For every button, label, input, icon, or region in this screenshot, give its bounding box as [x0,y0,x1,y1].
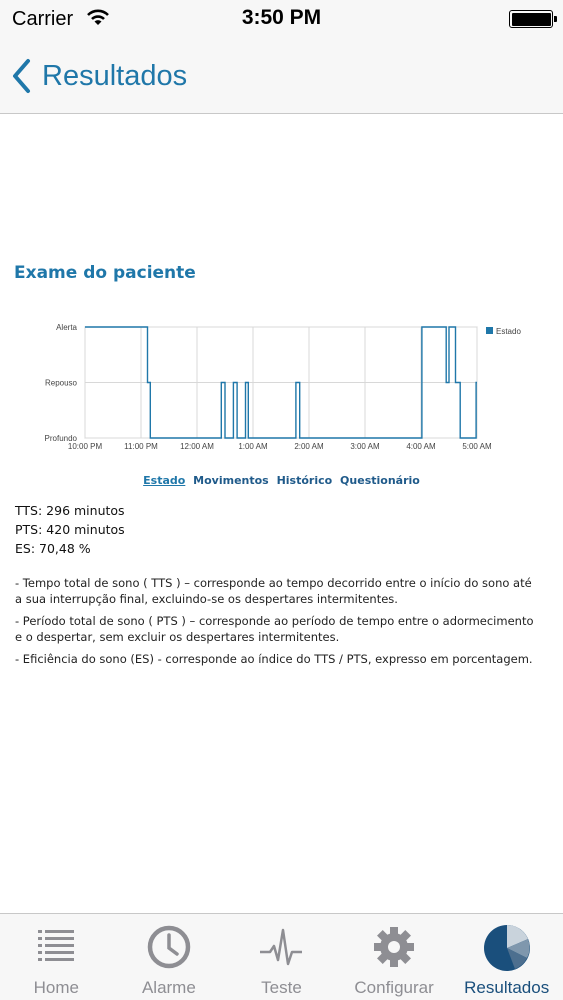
status-time: 3:50 PM [241,6,322,29]
results-content [0,115,563,913]
definition-tts: - Tempo total de sono ( TTS ) – corresponde ao tempo decorrido entre o início do sono até a sua interrupção final, excluindo-se os despertares intermitentes. [15,576,532,606]
tts-value: TTS: 296 minutos [15,503,125,518]
definition-es: - Eficiência do sono (ES) - corresponde ao índice do TTS / PTS, expresso em porcentagem. [15,652,533,666]
tab-configurar-label: Configurar [354,978,434,997]
gear-icon [371,924,417,970]
tab-teste-label: Teste [261,978,302,997]
navigation-bar [0,40,563,114]
tab-teste[interactable] [225,914,338,1000]
y-tick-label: Repouso [44,378,77,388]
x-tick-label: 1:00 AM [238,442,268,451]
tab-historico[interactable]: Histórico [276,474,333,487]
pulse-icon [258,924,304,970]
tab-movimentos[interactable]: Movimentos [193,474,269,487]
y-tick-label: Alerta [56,323,77,332]
chevron-left-icon [10,58,32,94]
battery-icon [509,10,553,28]
y-tick-label: Profundo [44,434,77,443]
x-tick-label: 10:00 PM [67,442,103,451]
tab-resultados[interactable] [450,914,563,1000]
x-tick-label: 11:00 PM [124,442,158,451]
clock-icon [146,924,192,970]
legend-label: Estado [496,327,521,336]
x-tick-label: 2:00 AM [294,442,324,451]
tab-configurar[interactable] [338,914,451,1000]
back-button[interactable] [10,52,187,100]
definitions [15,575,540,673]
tab-bar [0,913,563,1000]
es-value: ES: 70,48 % [15,541,91,556]
legend-swatch [486,327,493,334]
x-tick-label: 5:00 AM [462,442,492,451]
carrier-label: Carrier [12,8,74,30]
tab-alarme[interactable] [113,914,226,1000]
tab-estado[interactable]: Estado [143,474,186,487]
x-tick-label: 12:00 AM [180,442,214,451]
tab-resultados-label: Resultados [464,978,550,997]
tab-home-label: Home [33,978,79,997]
status-bar [0,0,563,40]
x-tick-label: 3:00 AM [350,442,380,451]
tab-home[interactable] [0,914,113,1000]
tab-alarme-label: Alarme [141,978,196,997]
pts-value: PTS: 420 minutos [15,522,125,537]
definition-pts: - Período total de sono ( PTS ) – corresponde ao período de tempo entre o adormecimento e o despertar, sem excluir os despertares intermitentes. [15,614,534,644]
exam-title: Exame do paciente [14,263,196,283]
back-button-label: Resultados [42,59,188,92]
sleep-state-chart [0,315,563,465]
x-tick-label: 4:00 AM [406,442,436,451]
pie-chart-icon [483,924,531,972]
list-icon [36,924,76,964]
tab-questionario[interactable]: Questionário [340,474,420,487]
sleep-metrics [15,501,125,558]
chart-tabs [0,474,563,487]
